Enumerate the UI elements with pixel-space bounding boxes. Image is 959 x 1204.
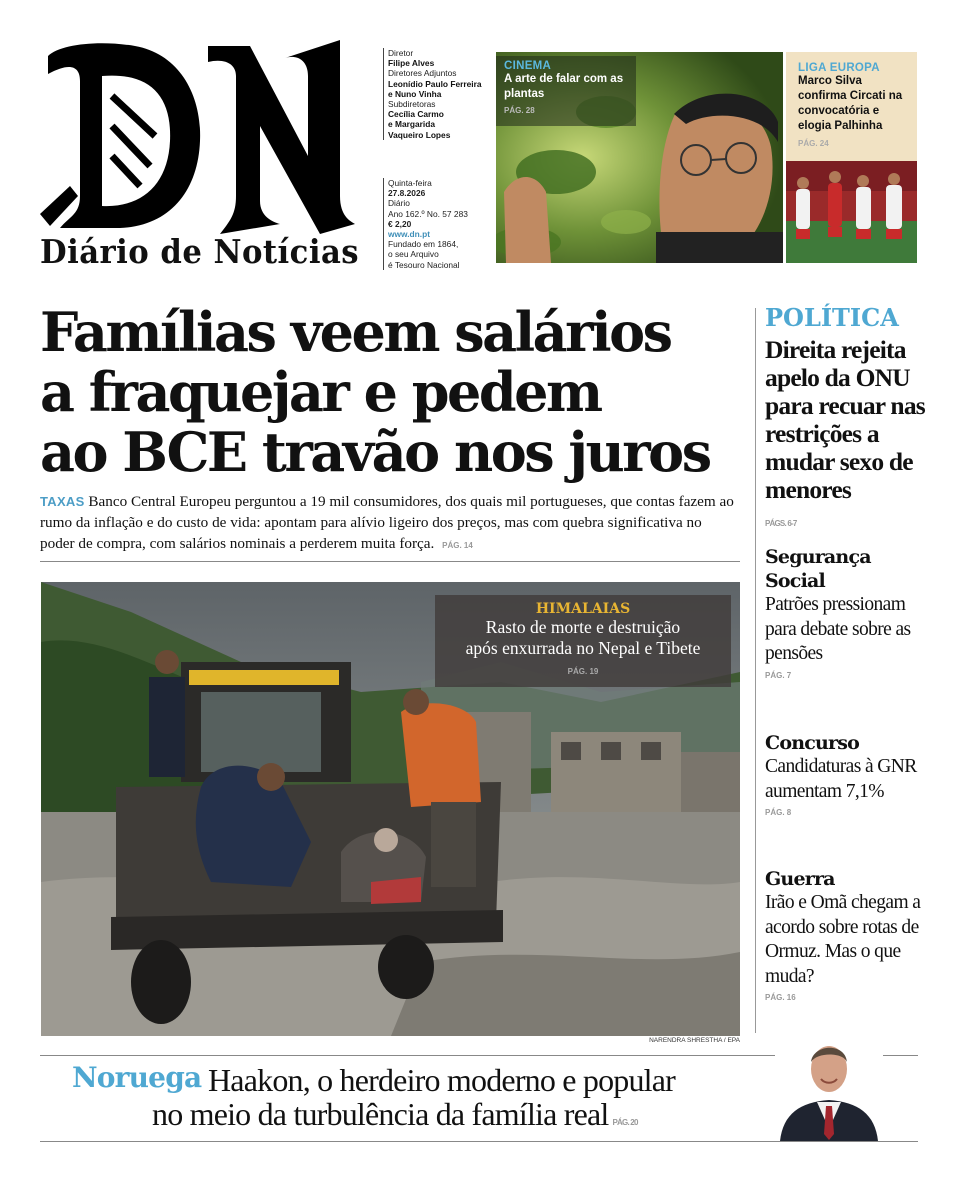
brief-head: Concurso [765, 732, 859, 754]
brief-body: Patrões pressionam para debate sobre as pensões [765, 594, 911, 664]
main-headline[interactable] [40, 302, 740, 482]
staff-name: Vaqueiro Lopes [388, 129, 451, 140]
brief-body: Irão e Omã chegam a acordo sobre rotas de Ormuz. Mas o que muda? [765, 892, 921, 987]
staff-name: Cecília Carmo [388, 109, 444, 120]
issue-weekday: Quinta-feira [388, 178, 432, 188]
footer-kicker: Noruega [72, 1061, 202, 1094]
photo-page: PÁG. 19 [567, 667, 599, 676]
staff-name: e Nuno Vinha [388, 88, 442, 99]
brief-head: Segurança Social [765, 546, 871, 592]
lead-paragraph [40, 491, 740, 556]
issue-founded: é Tesouro Nacional [388, 259, 460, 270]
photo-title-line: Rasto de morte e destruição [485, 617, 681, 637]
promo-liga-europa[interactable] [786, 52, 917, 263]
promo-title: A arte de falar com as plantas [504, 73, 624, 100]
brief-page: PÁG. 8 [765, 808, 792, 817]
divider [40, 1141, 918, 1142]
issue-price: € 2,20 [388, 218, 412, 229]
promo-cinema[interactable] [496, 52, 783, 263]
footer-title-line[interactable]: Haakon, o herdeiro moderno e popular [208, 1062, 676, 1098]
issue-info [383, 178, 500, 270]
brief-item[interactable] [765, 731, 925, 817]
brief-item[interactable] [765, 545, 925, 680]
issue-url[interactable]: www.dn.pt [388, 229, 431, 240]
staff-name: e Margarida [388, 119, 436, 130]
football-photo [786, 161, 917, 263]
politica-title: Direita rejeita apelo da ONU para recuar nas restrições a mudar sexo de menores [765, 335, 925, 504]
liga-text [786, 52, 917, 148]
staff-box [383, 48, 500, 140]
photo-caption-box[interactable] [435, 595, 731, 687]
brief-head: Guerra [765, 868, 835, 890]
masthead-name: Diário de Notícias [40, 232, 360, 271]
issue-founded: o seu Arquivo [388, 249, 439, 260]
headline-line: a fraquejar e pedem [40, 360, 601, 424]
brief-body: Candidaturas à GNR aumentam 7,1% [765, 756, 917, 802]
promo-title: Marco Silva confirma Circati na convocatória e elogia Palhinha [798, 75, 903, 132]
headline-line: ao BCE travão nos juros [40, 420, 710, 484]
politica-kicker: POLÍTICA [765, 303, 899, 332]
staff-role: Diretor [388, 48, 414, 58]
issue-date: 27.8.2026 [388, 188, 426, 199]
promo-kicker: CINEMA [504, 60, 552, 72]
divider [40, 561, 740, 562]
issue-number: Ano 162.º No. 57 283 [388, 208, 468, 219]
promo-page: PÁG. 28 [504, 106, 535, 115]
lead-page: PÁG. 14 [442, 541, 473, 550]
footer-title-text: no meio da turbulência da família real [152, 1096, 609, 1132]
photo-title-line: após enxurrada no Nepal e Tibete [465, 638, 701, 658]
brief-page: PÁG. 7 [765, 670, 792, 680]
issue-frequency: Diário [388, 198, 410, 209]
lead-text: Banco Central Europeu perguntou a 19 mil consumidores, dos quais mil portugueses, que contas fazem ao rumo da inflação e do custo de vida: apontam para alívio ligeiro dos preços, mas com quebra significativa no poder de compra, com salários nominais a perderem muita força. [40, 493, 734, 552]
staff-role: Diretores Adjuntos [388, 68, 457, 79]
staff-role: Subdiretoras [388, 99, 436, 110]
brief-page: PÁG. 16 [765, 993, 796, 1002]
photo-credit: NARENDRA SHRESTHA / EPA [649, 1037, 740, 1044]
footer-page: PÁG. 20 [612, 1118, 638, 1127]
staff-name: Filipe Alves [388, 58, 435, 69]
headline-line: Famílias veem salários [40, 300, 671, 364]
haakon-portrait [775, 1034, 883, 1141]
footer-title-line2[interactable] [152, 1096, 638, 1141]
column-divider [755, 308, 756, 1033]
promo-kicker: LIGA EUROPA [798, 62, 880, 74]
issue-founded: Fundado em 1864, [388, 239, 459, 250]
politica-page: PÁGS. 6-7 [765, 519, 797, 528]
photo-kicker: HIMALAIAS [535, 601, 631, 617]
promo-page: PÁG. 24 [798, 139, 829, 148]
dn-logo [40, 36, 355, 236]
cinema-label-box [496, 56, 636, 126]
lead-kicker: TAXAS [40, 494, 85, 509]
staff-name: Leonídio Paulo Ferreira [388, 78, 482, 89]
brief-item[interactable] [765, 867, 925, 1002]
politica-story[interactable] [765, 336, 945, 538]
